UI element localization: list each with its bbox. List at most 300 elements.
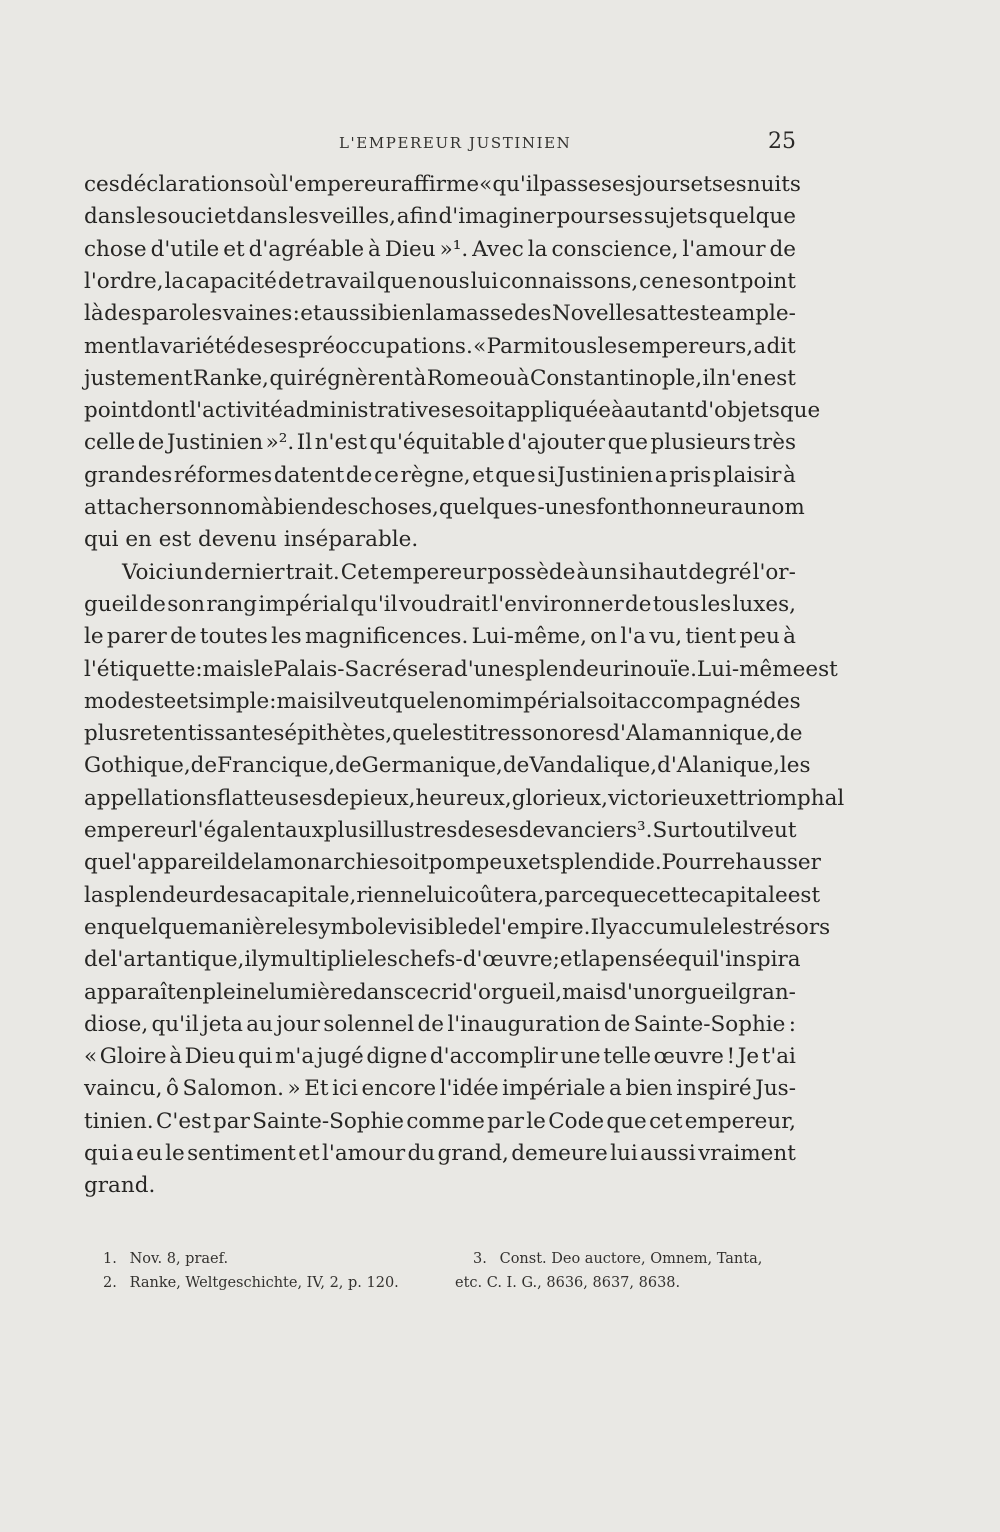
word: possède bbox=[487, 559, 576, 585]
word: et bbox=[559, 947, 582, 973]
word: »². bbox=[265, 430, 295, 456]
footnote-1 bbox=[103, 1249, 228, 1269]
text-line bbox=[84, 1040, 796, 1074]
word: Salomon. bbox=[182, 1076, 284, 1102]
footnote-2-number: 2. bbox=[103, 1275, 117, 1291]
word: sonores bbox=[521, 721, 607, 747]
word: au bbox=[246, 1011, 273, 1037]
word: nom bbox=[757, 495, 805, 520]
word: vaines bbox=[222, 301, 293, 327]
word: règne, bbox=[400, 462, 471, 488]
text-line bbox=[84, 297, 796, 331]
word: capitale bbox=[701, 882, 788, 908]
word: C'est bbox=[155, 1108, 211, 1134]
word: qu'il bbox=[492, 172, 540, 197]
word: d'imaginer bbox=[438, 204, 556, 230]
word: magnificences. bbox=[305, 624, 469, 650]
word: retentissantes bbox=[129, 721, 285, 747]
word: Justinien bbox=[556, 462, 654, 488]
word: veut bbox=[749, 818, 797, 843]
word: est bbox=[763, 365, 796, 391]
word: les bbox=[288, 204, 320, 230]
word: de bbox=[227, 850, 254, 876]
word: Jus- bbox=[755, 1076, 796, 1102]
word: de bbox=[603, 1011, 631, 1037]
word: ses bbox=[711, 172, 747, 197]
word: parer bbox=[106, 624, 167, 650]
word: le bbox=[287, 914, 308, 940]
word: mais bbox=[202, 656, 254, 682]
word: simple bbox=[197, 688, 270, 714]
word: que bbox=[606, 1108, 647, 1134]
word: nom bbox=[213, 495, 261, 520]
word: symbole bbox=[307, 914, 398, 940]
text-line bbox=[84, 362, 796, 396]
word: à bbox=[169, 1044, 183, 1070]
word: « bbox=[473, 333, 487, 359]
footnote-1-number: 1. bbox=[103, 1251, 117, 1267]
word: chefs-d'œuvre bbox=[397, 947, 553, 973]
word: ample- bbox=[722, 301, 796, 327]
word: cet bbox=[649, 1108, 683, 1134]
word: l'inauguration bbox=[447, 1011, 601, 1037]
word: déclarations bbox=[119, 172, 255, 197]
word: le bbox=[165, 1141, 185, 1166]
word: Pour bbox=[661, 850, 713, 876]
word: ne bbox=[664, 268, 692, 294]
word: souci bbox=[156, 204, 214, 230]
word: a bbox=[120, 1141, 134, 1166]
word: ses bbox=[263, 333, 299, 359]
word: Novelles bbox=[551, 301, 647, 327]
word: rang bbox=[206, 591, 258, 617]
word: affirme bbox=[400, 172, 480, 197]
word: manière bbox=[198, 914, 288, 940]
word: heureux, bbox=[415, 785, 512, 811]
word: orgueil bbox=[660, 979, 738, 1005]
word: qui bbox=[237, 1044, 273, 1070]
word: un bbox=[175, 559, 204, 585]
word: par bbox=[487, 1108, 524, 1134]
word: l'amour bbox=[682, 236, 766, 262]
word: bien bbox=[273, 495, 321, 520]
footnote-3-text-line-1: Const. Deo auctore, Omnem, Tanta, bbox=[499, 1251, 763, 1267]
text-line bbox=[84, 749, 811, 783]
word: plaisir bbox=[712, 462, 782, 488]
word: des bbox=[104, 301, 142, 327]
word: parce bbox=[544, 882, 606, 908]
text-line bbox=[84, 685, 801, 719]
word: visible bbox=[397, 914, 468, 940]
word: il bbox=[244, 947, 259, 973]
word: apparaît bbox=[84, 979, 176, 1005]
word: l'activité bbox=[189, 398, 283, 424]
word: nous bbox=[417, 268, 470, 294]
word: impériale bbox=[502, 1076, 606, 1102]
word: à bbox=[576, 559, 590, 585]
word: soit bbox=[464, 398, 504, 424]
word: lui bbox=[426, 882, 455, 908]
word: splendeur bbox=[514, 656, 623, 682]
word: et bbox=[176, 688, 198, 714]
word: illustres bbox=[369, 818, 458, 843]
word: a bbox=[654, 462, 668, 488]
word: est bbox=[787, 882, 821, 908]
word: grandes bbox=[84, 462, 173, 488]
word: l'égalent bbox=[190, 818, 285, 843]
text-line bbox=[84, 588, 796, 622]
word: jeta bbox=[202, 1011, 243, 1037]
text-line bbox=[84, 330, 796, 364]
text-line bbox=[84, 394, 821, 428]
word: impérial bbox=[495, 688, 587, 714]
text-line bbox=[84, 265, 796, 299]
word: trait. bbox=[285, 559, 340, 585]
word: m'a bbox=[275, 1044, 315, 1070]
word: l'empire. bbox=[494, 914, 591, 940]
footnote-2-text: Ranke, Weltgeschichte, IV, 2, p. 120. bbox=[129, 1275, 399, 1291]
word: de bbox=[212, 882, 240, 908]
word: connaissons, bbox=[499, 268, 639, 294]
word: impérial bbox=[258, 591, 349, 617]
word: Ranke, bbox=[192, 365, 269, 391]
word: appellations bbox=[84, 785, 217, 811]
word: au bbox=[730, 495, 758, 520]
word: de bbox=[277, 268, 305, 294]
word: ! bbox=[726, 1044, 736, 1070]
word: que bbox=[606, 882, 647, 908]
word: chose bbox=[84, 236, 147, 262]
word: d'objets bbox=[694, 398, 780, 424]
word: qu'il bbox=[350, 591, 398, 617]
text-line bbox=[84, 976, 796, 1010]
word: victorieux bbox=[607, 785, 717, 811]
word: quelque bbox=[708, 204, 796, 230]
word: son bbox=[175, 495, 214, 520]
word: attacher bbox=[84, 495, 176, 520]
word: sentiment bbox=[187, 1141, 296, 1166]
word: empereur bbox=[84, 818, 191, 843]
word: : bbox=[292, 301, 300, 327]
word: luxes, bbox=[732, 591, 796, 617]
word: gran- bbox=[737, 979, 796, 1005]
word: diose, bbox=[84, 1011, 149, 1037]
word: lui bbox=[470, 268, 499, 294]
word: jour bbox=[276, 1011, 320, 1037]
word: de bbox=[776, 721, 803, 747]
word: Sainte-Sophie bbox=[633, 1011, 786, 1037]
word: variété bbox=[159, 333, 237, 359]
word: inouïe. bbox=[622, 656, 697, 682]
word: soit bbox=[586, 688, 627, 714]
word: soit bbox=[389, 850, 429, 876]
word: de bbox=[170, 624, 197, 650]
word: plusieurs bbox=[650, 430, 751, 456]
word: atteste bbox=[646, 301, 722, 327]
word: solennel bbox=[323, 1011, 415, 1037]
word: masse bbox=[445, 301, 514, 327]
word: coûtera, bbox=[454, 882, 545, 908]
word: l'amour bbox=[322, 1141, 406, 1166]
word: travail bbox=[305, 268, 376, 294]
word: bien bbox=[625, 1076, 673, 1102]
word: le bbox=[429, 688, 449, 714]
word: Dieu bbox=[384, 236, 436, 262]
word: ô bbox=[166, 1076, 179, 1102]
word: en bbox=[84, 914, 111, 940]
word: a bbox=[753, 333, 767, 359]
word: le bbox=[136, 204, 156, 230]
word: Parmi bbox=[486, 333, 551, 359]
word: afin bbox=[396, 204, 438, 230]
word: : bbox=[269, 688, 277, 714]
word: choses, bbox=[358, 495, 439, 520]
word: Il bbox=[296, 430, 313, 456]
word: haut bbox=[638, 559, 688, 585]
word: de bbox=[467, 914, 495, 940]
word: l'ordre, bbox=[84, 268, 164, 294]
word: de bbox=[769, 236, 796, 262]
word: si bbox=[537, 462, 556, 488]
word: Constantinople, bbox=[529, 365, 703, 391]
word: flatteuses bbox=[216, 785, 323, 811]
word: sera bbox=[407, 656, 454, 682]
text-line bbox=[84, 814, 796, 848]
footnote-3-continuation bbox=[455, 1273, 680, 1293]
word: peu bbox=[739, 624, 780, 650]
word: des bbox=[320, 495, 359, 520]
word: a bbox=[609, 1076, 622, 1102]
text-line: grand. bbox=[84, 1173, 156, 1199]
word: qu'il bbox=[151, 1011, 199, 1037]
word: passe bbox=[539, 172, 601, 197]
word: par bbox=[213, 1108, 250, 1134]
word: justement bbox=[84, 365, 193, 391]
word: Germanique, bbox=[361, 753, 503, 779]
word: y bbox=[258, 947, 271, 973]
word: du bbox=[407, 1141, 436, 1166]
text-line bbox=[84, 426, 796, 460]
word: Je bbox=[737, 1044, 760, 1070]
word: d'ajouter bbox=[507, 430, 606, 456]
word: veilles, bbox=[319, 204, 396, 230]
word: le bbox=[84, 624, 104, 650]
word: et bbox=[716, 785, 738, 811]
word: que bbox=[388, 688, 430, 714]
word: Palais-Sacré bbox=[273, 656, 408, 682]
word: à bbox=[516, 365, 530, 391]
word: de bbox=[335, 753, 362, 779]
word: inspiré bbox=[676, 1076, 752, 1102]
word: empereur, bbox=[684, 1108, 796, 1134]
word: vu, bbox=[649, 624, 683, 650]
word: honneur bbox=[639, 495, 731, 520]
word: encore bbox=[361, 1076, 437, 1102]
word: Et bbox=[304, 1076, 329, 1102]
text-line bbox=[84, 491, 805, 525]
word: l'inspira bbox=[712, 947, 801, 973]
word: d'Alamannique, bbox=[606, 721, 777, 747]
word: Francique, bbox=[217, 753, 336, 779]
word: rien bbox=[356, 882, 401, 908]
word: il bbox=[327, 688, 342, 714]
word: l'étiquette bbox=[84, 656, 196, 682]
word: d'Alanique, bbox=[657, 753, 780, 779]
word: Avec bbox=[472, 236, 524, 262]
word: » bbox=[287, 1076, 301, 1102]
word: la bbox=[253, 850, 274, 876]
footnote-1-text: Nov. 8, praef. bbox=[129, 1251, 229, 1267]
word: les bbox=[271, 624, 302, 650]
word: les bbox=[722, 914, 754, 940]
word: ; bbox=[552, 947, 560, 973]
word: Lui-même bbox=[696, 656, 806, 682]
word: et bbox=[298, 1141, 320, 1166]
text-line bbox=[84, 717, 803, 751]
running-title: L'EMPEREUR JUSTINIEN bbox=[339, 134, 572, 152]
word: réformes bbox=[173, 462, 273, 488]
word: de bbox=[137, 430, 165, 456]
word: dans bbox=[236, 204, 288, 230]
text-line bbox=[84, 459, 796, 493]
word: toutes bbox=[199, 624, 268, 650]
word: titres bbox=[463, 721, 522, 747]
word: pensée bbox=[600, 947, 678, 973]
word: on bbox=[590, 624, 618, 650]
word: n'en bbox=[716, 365, 764, 391]
text-line bbox=[84, 1072, 796, 1106]
word: de bbox=[322, 785, 350, 811]
text-line bbox=[84, 1008, 796, 1042]
word: modeste bbox=[84, 688, 177, 714]
word: plus bbox=[84, 721, 130, 747]
word: Code bbox=[548, 1108, 605, 1134]
word: de bbox=[457, 818, 484, 843]
word: les bbox=[367, 947, 398, 973]
text-line bbox=[84, 943, 801, 977]
word: sa bbox=[239, 882, 263, 908]
word: si bbox=[619, 559, 638, 585]
text-line bbox=[84, 200, 796, 234]
word: aux bbox=[284, 818, 324, 843]
word: sont bbox=[692, 268, 739, 294]
word: lumière bbox=[269, 979, 353, 1005]
word: pompeux bbox=[428, 850, 529, 876]
word: se bbox=[440, 398, 465, 424]
word: que bbox=[779, 398, 821, 424]
word: mais bbox=[562, 979, 614, 1005]
word: ses bbox=[608, 204, 643, 230]
word: l'art bbox=[110, 947, 156, 973]
word: que bbox=[392, 721, 433, 747]
word: ici bbox=[332, 1076, 358, 1102]
word: mais bbox=[276, 688, 328, 714]
word: d'un bbox=[613, 979, 661, 1005]
footnote-3-text-line-2: etc. C. I. G., 8636, 8637, 8638. bbox=[455, 1275, 681, 1291]
word: nuits bbox=[746, 172, 801, 197]
word: qu'équitable bbox=[369, 430, 505, 456]
word: l'environner bbox=[491, 591, 624, 617]
word: ou bbox=[489, 365, 517, 391]
word: en bbox=[175, 979, 203, 1005]
word: jugé bbox=[316, 1044, 364, 1070]
word: : bbox=[195, 656, 203, 682]
word: à bbox=[368, 236, 381, 262]
word: Cet bbox=[340, 559, 379, 585]
word: une bbox=[560, 1044, 601, 1070]
word: splendide. bbox=[549, 850, 662, 876]
word: d'orgueil, bbox=[458, 979, 563, 1005]
word: t'ai bbox=[761, 1044, 796, 1070]
word: pour bbox=[556, 204, 608, 230]
word: quelques-unes bbox=[438, 495, 597, 520]
word: de bbox=[84, 947, 111, 973]
word: Vandalique, bbox=[529, 753, 658, 779]
word: et bbox=[223, 236, 245, 262]
word: aussi bbox=[322, 301, 378, 327]
word: veut bbox=[341, 688, 389, 714]
word: l'or- bbox=[752, 559, 796, 585]
word: demeure bbox=[511, 1141, 608, 1166]
word: dans bbox=[352, 979, 405, 1005]
word: glorieux, bbox=[511, 785, 608, 811]
word: quelque bbox=[110, 914, 199, 940]
text-line bbox=[84, 1105, 796, 1139]
word: lui bbox=[610, 1141, 638, 1166]
word: qui bbox=[84, 1141, 119, 1166]
text-line: qui en est devenu inséparable. bbox=[84, 527, 419, 553]
word: il bbox=[702, 365, 717, 391]
word: ces bbox=[84, 172, 120, 197]
word: à bbox=[783, 462, 796, 488]
word: comme bbox=[406, 1108, 485, 1134]
word: dont bbox=[140, 398, 190, 424]
text-line bbox=[84, 556, 796, 590]
body-text bbox=[84, 168, 845, 1234]
word: Lui-même, bbox=[471, 624, 587, 650]
word: ne bbox=[400, 882, 427, 908]
word: cri bbox=[429, 979, 459, 1005]
word: est bbox=[805, 656, 838, 682]
word: empereurs, bbox=[628, 333, 754, 359]
word: Rome bbox=[426, 365, 490, 391]
word: accompagné bbox=[626, 688, 764, 714]
word: d'agréable bbox=[248, 236, 365, 262]
word: les bbox=[779, 753, 811, 779]
text-line bbox=[84, 846, 821, 880]
text-line bbox=[84, 879, 821, 913]
word: autant bbox=[623, 398, 695, 424]
footnote-3 bbox=[473, 1249, 762, 1269]
word: tous bbox=[550, 333, 598, 359]
word: devanciers³. bbox=[518, 818, 653, 843]
page-number: 25 bbox=[768, 129, 796, 154]
word: y bbox=[605, 914, 618, 940]
word: conscience, bbox=[551, 236, 679, 262]
word: tinien. bbox=[84, 1108, 154, 1134]
word: que bbox=[495, 462, 536, 488]
word: tous bbox=[652, 591, 700, 617]
word: vaincu, bbox=[84, 1076, 163, 1102]
word: là bbox=[84, 301, 104, 327]
word: l'empereur bbox=[281, 172, 401, 197]
word: celle bbox=[84, 430, 136, 456]
word: degré bbox=[688, 559, 752, 585]
word: Sainte-Sophie bbox=[252, 1108, 404, 1134]
word: les bbox=[700, 591, 732, 617]
word: splendeur bbox=[103, 882, 213, 908]
word: la bbox=[164, 268, 185, 294]
